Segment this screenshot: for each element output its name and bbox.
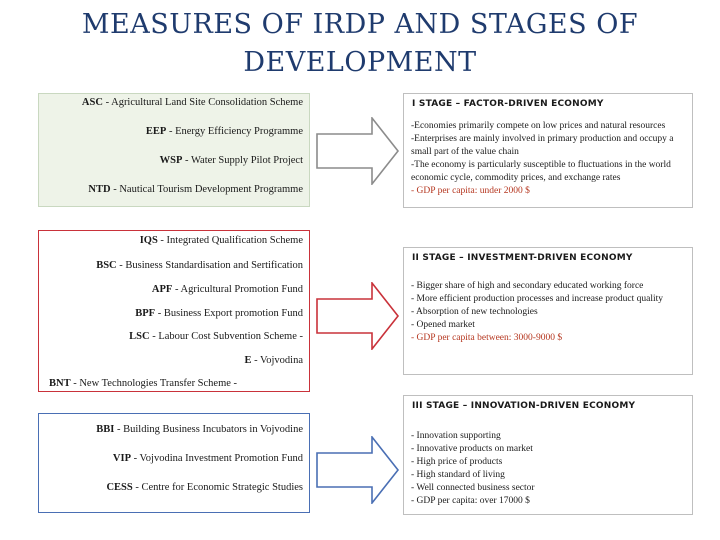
list-item: - Absorption of new technologies — [411, 307, 538, 317]
measure-bbi: BBI - Building Business Incubators in Vojvodine — [96, 424, 303, 435]
measure-e: E - Vojvodina — [244, 355, 303, 366]
list-item: - Innovation supporting — [411, 431, 501, 441]
stage-1-heading: I STAGE – FACTOR-DRIVEN ECONOMY — [412, 99, 604, 109]
list-item: - More efficient production processes and increase product quality — [411, 294, 664, 304]
measures-group-3 — [38, 413, 310, 513]
list-item: - Well connected business sector — [411, 483, 535, 493]
measure-ntd: NTD - Nautical Tourism Development Programme — [88, 184, 303, 195]
stage-3-heading: III STAGE – INNOVATION-DRIVEN ECONOMY — [412, 401, 636, 411]
measure-bpf: BPF - Business Export promotion Fund — [135, 308, 303, 319]
title-line-1: MEASURES OF IRDP AND STAGES OF — [81, 9, 639, 40]
measure-lsc: LSC - Labour Cost Subvention Scheme - — [129, 331, 303, 342]
measures-group-2 — [38, 230, 310, 392]
arrow-right-icon — [316, 436, 400, 504]
list-item: - High price of products — [411, 457, 503, 467]
list-item: - Bigger share of high and secondary educated working force — [411, 281, 644, 291]
measure-apf: APF - Agricultural Promotion Fund — [151, 284, 303, 295]
stage-2-box — [403, 247, 693, 375]
arrow-right-icon — [316, 117, 400, 185]
measure-bnt: BNT - New Technologies Transfer Scheme - — [49, 378, 238, 389]
stage-2-heading: II STAGE – INVESTMENT-DRIVEN ECONOMY — [412, 253, 633, 263]
stage-1-box — [403, 93, 693, 208]
measure-bsc: BSC - Business Standardisation and Sertification — [96, 260, 303, 271]
list-item: - Opened market — [411, 320, 475, 330]
title-line-2: DEVELOPMENT — [243, 47, 477, 78]
measure-wsp: WSP - Water Supply Pilot Project — [159, 155, 303, 166]
list-item: - GDP per capita: over 17000 $ — [411, 496, 530, 506]
stage-3-box — [403, 395, 693, 515]
list-item: -Enterprises are mainly involved in primary production and occupy a small part of the value chain — [411, 134, 674, 157]
measure-asc: ASC - Agricultural Land Site Consolidation Scheme — [81, 97, 303, 108]
measure-cess: CESS - Centre for Economic Strategic Studies — [106, 482, 303, 493]
list-item: -Economies primarily compete on low prices and natural resources — [411, 121, 666, 131]
page-title — [0, 6, 720, 82]
measures-group-1 — [38, 93, 310, 207]
arrow-right-icon — [316, 282, 400, 350]
gdp-item: - GDP per capita between: 3000-9000 $ — [411, 333, 563, 343]
list-item: - Innovative products on market — [411, 444, 533, 454]
measure-iqs: IQS - Integrated Qualification Scheme — [139, 235, 303, 246]
list-item: -The economy is particularly susceptible to fluctuations in the world economic cycle, commodity prices, and exchange rates — [411, 160, 671, 183]
measure-vip: VIP - Vojvodina Investment Promotion Fund — [112, 453, 303, 464]
gdp-item: - GDP per capita: under 2000 $ — [411, 186, 530, 196]
stage-1-list — [411, 120, 687, 198]
list-item: - High standard of living — [411, 470, 505, 480]
measure-eep: EEP - Energy Efficiency Programme — [145, 126, 303, 137]
stage-3-list — [411, 430, 687, 508]
stage-2-list — [411, 280, 687, 345]
